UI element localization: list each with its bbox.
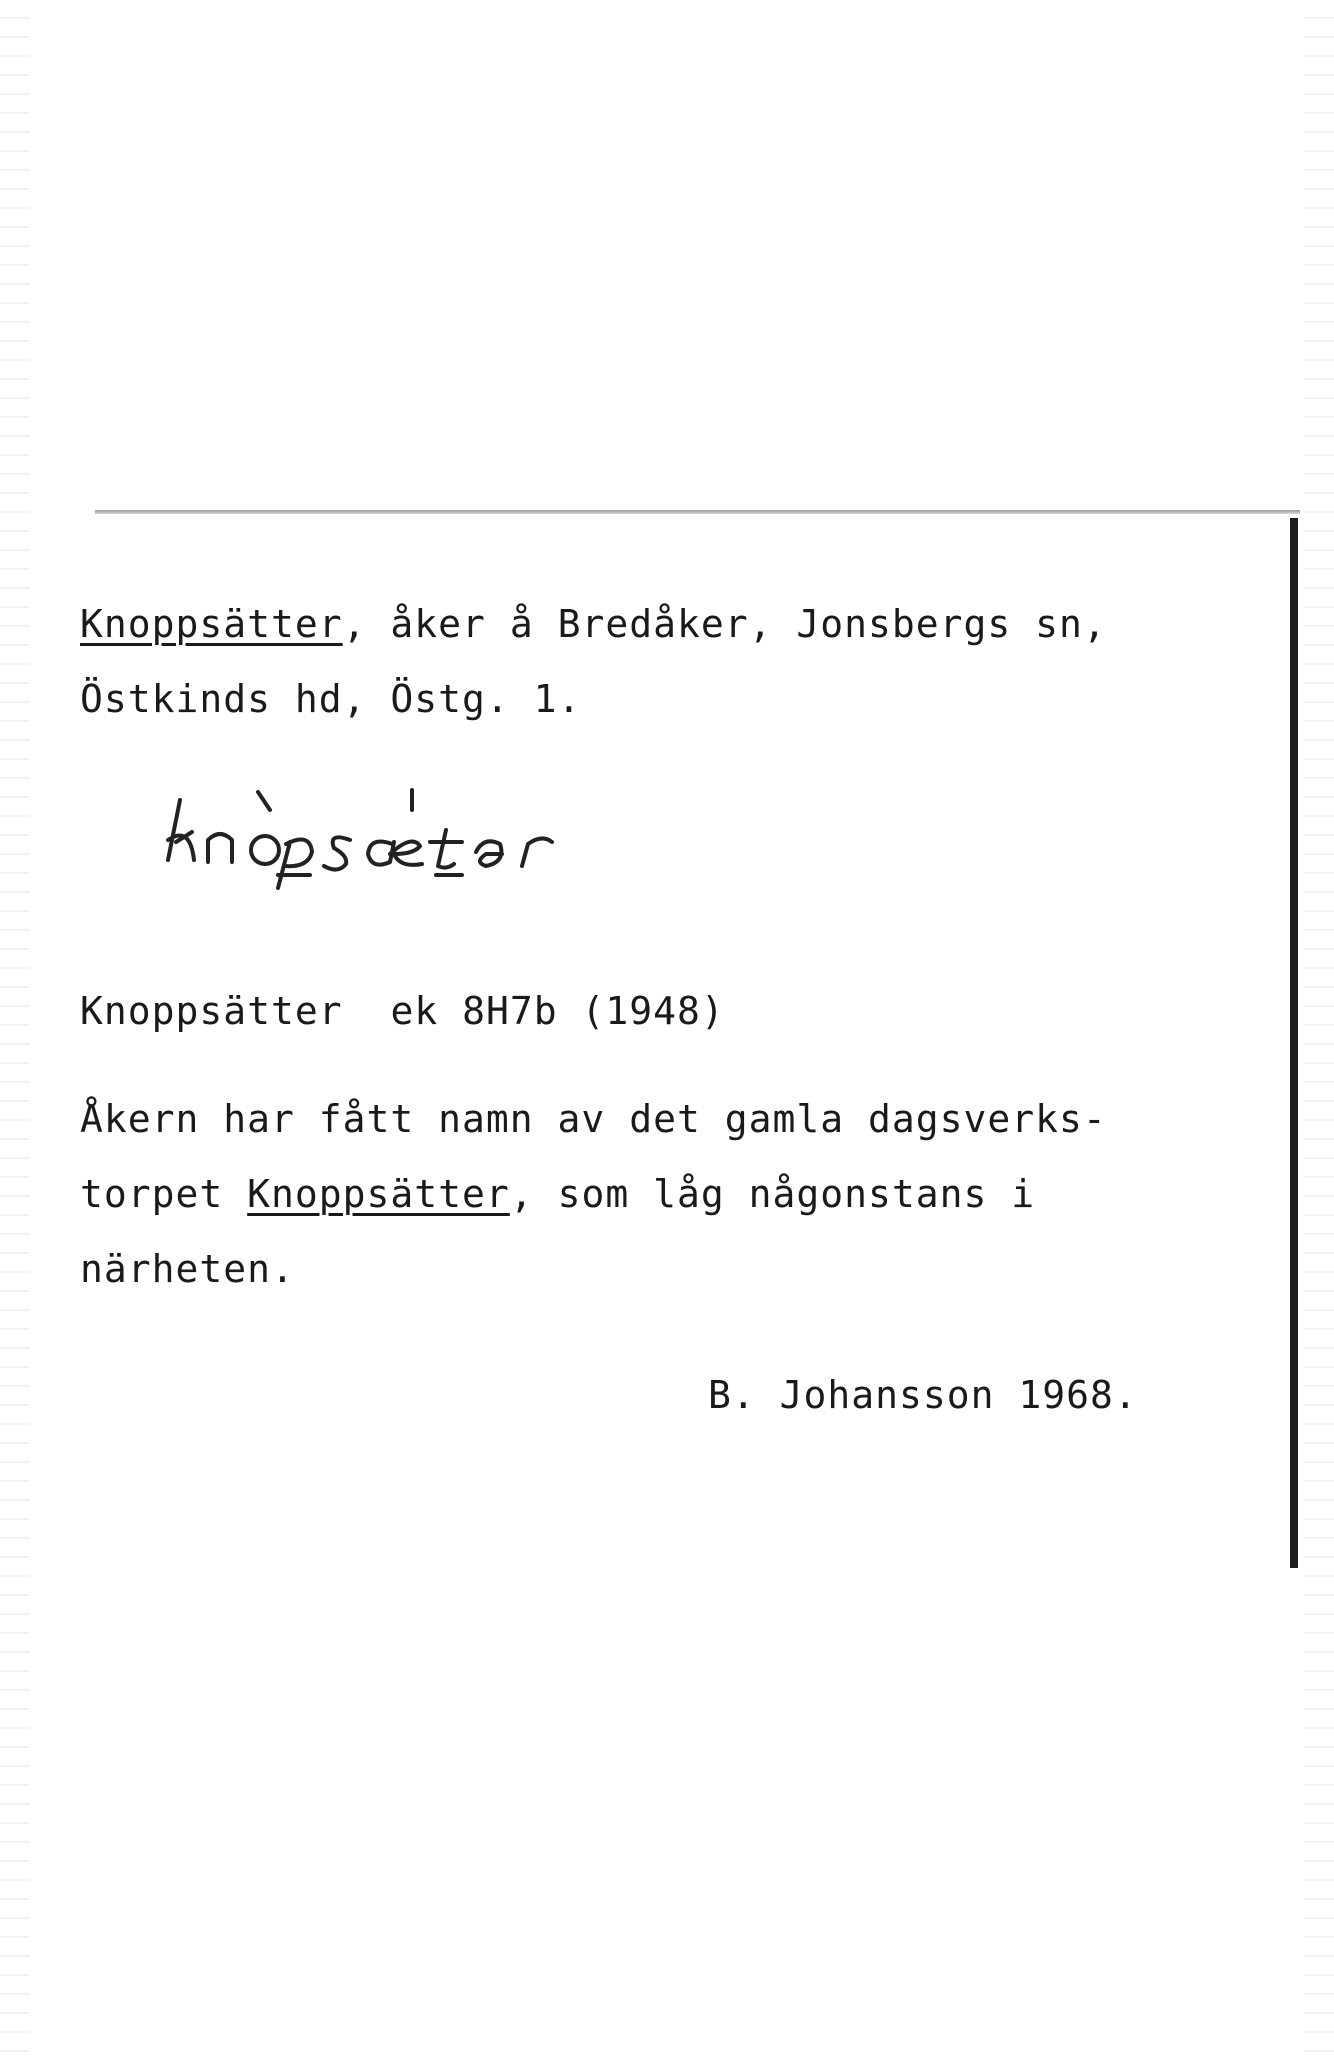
place-name: Knoppsätter [80, 602, 343, 646]
reference-line [80, 989, 725, 1033]
phonetic-handwriting [150, 770, 590, 890]
body-line-3: närheten. [80, 1247, 295, 1291]
scan-edge-left [0, 0, 30, 2069]
reference-name: Knoppsätter [80, 989, 343, 1033]
body-place-name: Knoppsätter [247, 1172, 510, 1216]
heading-line-1 [80, 602, 1107, 646]
heading-description: , åker å Bredåker, Jonsbergs sn, [342, 602, 1107, 646]
heading-line-2: Östkinds hd, Östg. 1. [80, 677, 582, 721]
scan-edge-right [1304, 0, 1334, 2069]
body-line-1: Åkern har fått namn av det gamla dagsverks- [80, 1097, 1107, 1141]
reference-map: ek 8H7b (1948) [390, 989, 725, 1033]
card-right-edge [1290, 518, 1298, 1568]
body-line-2: torpet Knoppsätter, som låg någonstans i [80, 1172, 1036, 1216]
signature: B. Johansson 1968. [708, 1373, 1138, 1417]
card-top-edge [95, 510, 1300, 514]
